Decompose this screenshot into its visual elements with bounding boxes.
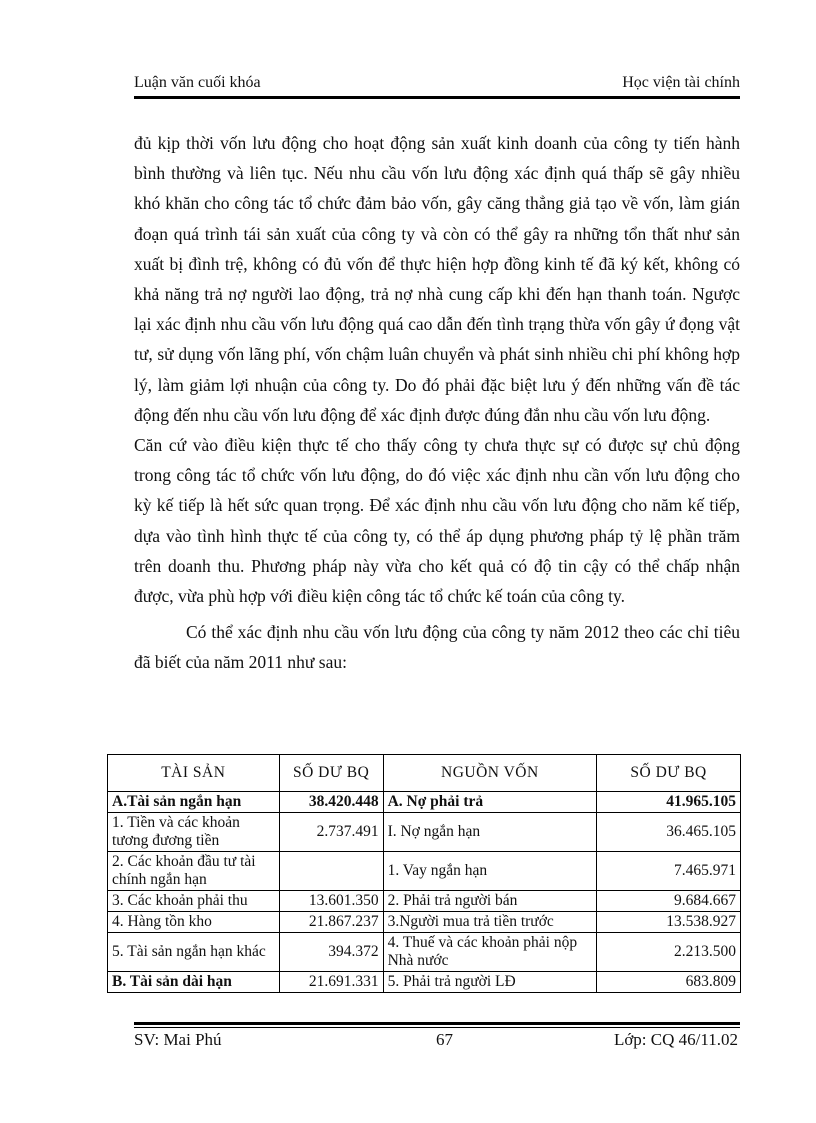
table-cell: 394.372: [279, 933, 383, 972]
table-cell: 683.809: [597, 972, 741, 993]
header-right-title: Học viện tài chính: [622, 74, 740, 91]
table-cell: 21.691.331: [279, 972, 383, 993]
footer-rule-thin: [134, 1027, 740, 1028]
header-capital-balance: SỐ DƯ BQ: [597, 755, 741, 792]
table-row: [108, 792, 741, 813]
table-cell: 4. Hàng tồn kho: [108, 912, 280, 933]
header-left-title: Luận văn cuối khóa: [134, 74, 261, 91]
page-header: [134, 74, 740, 96]
table-cell: B. Tài sản dài hạn: [108, 972, 280, 993]
footer-student: SV: Mai Phú: [134, 1030, 222, 1049]
table-cell: 2.737.491: [279, 813, 383, 852]
table-cell: 2. Phải trả người bán: [383, 891, 597, 912]
header-assets: TÀI SẢN: [108, 755, 280, 792]
table-cell: 13.538.927: [597, 912, 741, 933]
paragraph-2: Căn cứ vào điều kiện thực tế cho thấy công ty chưa thực sự có được sự chủ động trong công tác tổ chức vốn lưu động, do đó việc xác định nhu cần vốn lưu động cho kỳ kế tiếp là hết sức quan trọng. Để xác định nhu cầu vốn lưu động cho năm kế tiếp, dựa vào tình hình thực tế của công ty, có thể áp dụng phương pháp tỷ lệ phần trăm trên doanh thu. Phương pháp này vừa cho kết quả có độ tin cậy có thể chấp nhận được, vừa phù hợp với điều kiện công tác tổ chức kế toán của công ty.: [134, 435, 740, 607]
footer-class: Lớp: CQ 46/11.02: [613, 1030, 738, 1049]
table-row: [108, 912, 741, 933]
table-row: [108, 972, 741, 993]
table-cell: 4. Thuế và các khoản phải nộp Nhà nước: [383, 933, 597, 972]
header-assets-balance: SỐ DƯ BQ: [279, 755, 383, 792]
table-row: [108, 813, 741, 852]
table-cell: 2. Các khoản đầu tư tài chính ngắn hạn: [108, 852, 280, 891]
table-cell: A. Nợ phải trả: [383, 792, 597, 813]
table-cell: 3. Các khoản phải thu: [108, 891, 280, 912]
table-cell: 5. Phải trả người LĐ: [383, 972, 597, 993]
table-cell: 1. Tiền và các khoản tương đương tiền: [108, 813, 280, 852]
paragraph-3: Có thể xác định nhu cầu vốn lưu động của công ty năm 2012 theo các chỉ tiêu đã biết của năm 2011 như sau:: [134, 622, 740, 673]
paragraph-1: đủ kịp thời vốn lưu động cho hoạt động sản xuất kinh doanh của công ty tiến hành bình thường và liên tục. Nếu nhu cầu vốn lưu động xác định quá thấp sẽ gây nhiều khó khăn cho công tác tổ chức đảm bảo vốn, gây căng thẳng giả tạo về vốn, làm gián đoạn quá trình tái sản xuất của công ty và còn có thể gây ra những tổn thất như sản xuất bị đình trệ, không có đủ vốn để thực hiện hợp đồng kinh tế đã ký kết, không có khả năng trả nợ người lao động, trả nợ nhà cung cấp khi đến hạn thanh toán. Ngược lại xác định nhu cầu vốn lưu động quá cao dẫn đến tình trạng thừa vốn gây ứ đọng vật tư, sử dụng vốn lãng phí, vốn chậm luân chuyển và phát sinh nhiều chi phí không hợp lý, làm giảm lợi nhuận của công ty. Do đó phải đặc biệt lưu ý đến những vấn đề tác động đến nhu cầu vốn lưu động để xác định được đúng đắn nhu cầu vốn lưu động.: [134, 133, 740, 425]
header-rule: [134, 96, 740, 99]
table-cell: 13.601.350: [279, 891, 383, 912]
table-cell: 1. Vay ngắn hạn: [383, 852, 597, 891]
table-row: [108, 852, 741, 891]
table-cell: 21.867.237: [279, 912, 383, 933]
table-cell: 9.684.667: [597, 891, 741, 912]
table-cell: 7.465.971: [597, 852, 741, 891]
table-header-row: [108, 755, 741, 792]
table-row: [108, 933, 741, 972]
table-cell: 41.965.105: [597, 792, 741, 813]
table-cell: 36.465.105: [597, 813, 741, 852]
header-capital: NGUỒN VỐN: [383, 755, 597, 792]
table-cell: 38.420.448: [279, 792, 383, 813]
table-cell: 3.Người mua trả tiền trước: [383, 912, 597, 933]
table-cell: 5. Tài sản ngắn hạn khác: [108, 933, 280, 972]
balance-table: [107, 754, 741, 993]
table-row: [108, 891, 741, 912]
footer-rule-thick: [134, 1022, 740, 1025]
table-cell: [279, 852, 383, 891]
table-cell: 2.213.500: [597, 933, 741, 972]
body-text: [134, 128, 740, 678]
table-cell: A.Tài sản ngắn hạn: [108, 792, 280, 813]
page-number: 67: [436, 1030, 453, 1049]
table-cell: I. Nợ ngắn hạn: [383, 813, 597, 852]
